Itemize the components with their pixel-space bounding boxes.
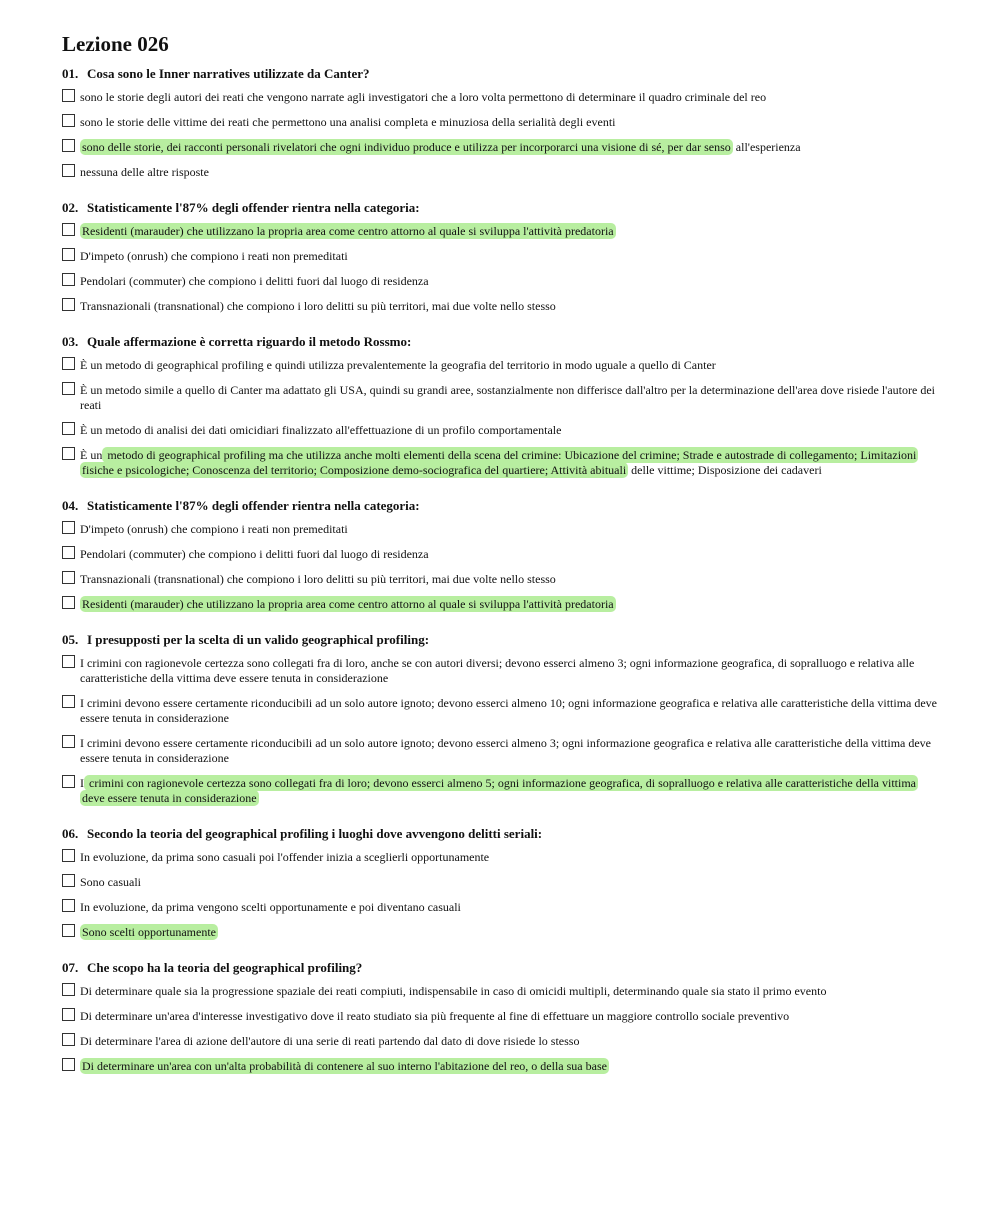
question-block [62, 66, 940, 180]
answer-text: Sono casuali [80, 875, 141, 889]
answer-checkbox[interactable] [62, 775, 75, 788]
answer-text: sono le storie delle vittime dei reati che permettono una analisi completa e minuziosa della serialità degli eventi [80, 115, 616, 129]
question-label: Cosa sono le Inner narratives utilizzate da Canter? [87, 66, 370, 81]
answer-option [62, 547, 940, 562]
answer-option [62, 875, 940, 890]
correct-answer-highlight: Residenti (marauder) che utilizzano la propria area come centro attorno al quale si sviluppa l'attività predatoria [82, 597, 614, 611]
question-text [62, 66, 940, 82]
answer-option [62, 90, 940, 105]
answer-checkbox[interactable] [62, 357, 75, 370]
answer-text: Di determinare l'area di azione dell'autore di una serie di reati partendo dal dato di dove risiede lo stesso [80, 1034, 580, 1048]
question-number: 06. [62, 826, 79, 841]
answer-checkbox[interactable] [62, 521, 75, 534]
answer-option [62, 900, 940, 915]
question-block [62, 632, 940, 806]
answer-text: Di determinare quale sia la progressione spaziale dei reati compiuti, indispensabile in caso di omicidi multipli, determinando quale sia stato il primo evento [80, 984, 827, 998]
question-label: Quale affermazione è corretta riguardo il metodo Rossmo: [87, 334, 412, 349]
answer-option [62, 984, 940, 999]
answer-text: delle vittime; Disposizione dei cadaveri [628, 463, 822, 477]
answer-text: I crimini con ragionevole certezza sono collegati fra di loro, anche se con autori diversi; devono esserci almeno 3; ogni informazione geografica, di sopralluogo e relativa alle caratteristiche della vittima deve essere tenuta in considerazione [80, 656, 915, 685]
answer-text: Transnazionali (transnational) che compiono i loro delitti su più territori, mai due volte nello stesso [80, 299, 556, 313]
answer-option [62, 115, 940, 130]
answer-option [62, 597, 940, 612]
correct-answer-highlight: Sono scelti opportunamente [82, 925, 216, 939]
question-text [62, 826, 940, 842]
question-number: 01. [62, 66, 79, 81]
answer-text: È un metodo di geographical profiling e quindi utilizza prevalentemente la geografia del territorio in modo uguale a quello di Canter [80, 358, 716, 372]
question-label: I presupposti per la scelta di un valido geographical profiling: [87, 632, 430, 647]
correct-answer-highlight: Di determinare un'area con un'alta probabilità di contenere al suo interno l'abitazione del reo, o della sua base [82, 1059, 607, 1073]
correct-answer-highlight: crimini con ragionevole certezza sono collegati fra di loro; devono esserci almeno 5; ogni informazione geografica, di sopralluogo e relativa alle caratteristiche della vittima deve essere tenuta in considerazione [82, 776, 917, 805]
question-label: Statisticamente l'87% degli offender rientra nella categoria: [87, 498, 420, 513]
question-number: 04. [62, 498, 79, 513]
question-block [62, 334, 940, 478]
answer-option [62, 925, 940, 940]
answer-option [62, 224, 940, 239]
answer-option [62, 249, 940, 264]
answer-checkbox[interactable] [62, 1058, 75, 1071]
answer-option [62, 423, 940, 438]
answer-option [62, 850, 940, 865]
answer-option [62, 656, 940, 686]
answer-text: D'impeto (onrush) che compiono i reati non premeditati [80, 522, 348, 536]
answer-option [62, 1009, 940, 1024]
question-block [62, 960, 940, 1074]
answer-checkbox[interactable] [62, 447, 75, 460]
answer-checkbox[interactable] [62, 596, 75, 609]
answer-option [62, 776, 940, 806]
question-number: 07. [62, 960, 79, 975]
answer-option [62, 274, 940, 289]
answer-option [62, 299, 940, 314]
question-block [62, 498, 940, 612]
answer-text: Di determinare un'area d'interesse investigativo dove il reato studiato sia più frequente al fine di effettuare un maggiore controllo sociale preventivo [80, 1009, 790, 1023]
question-number: 05. [62, 632, 79, 647]
question-text [62, 334, 940, 350]
question-label: Statisticamente l'87% degli offender rientra nella categoria: [87, 200, 420, 215]
answer-text: nessuna delle altre risposte [80, 165, 209, 179]
answer-text: È un metodo di analisi dei dati omicidiari finalizzato all'effettuazione di un profilo comportamentale [80, 423, 562, 437]
correct-answer-highlight: Residenti (marauder) che utilizzano la propria area come centro attorno al quale si sviluppa l'attività predatoria [82, 224, 614, 238]
answer-option [62, 140, 940, 155]
answer-option [62, 1034, 940, 1049]
question-text [62, 632, 940, 648]
answer-checkbox[interactable] [62, 735, 75, 748]
answer-checkbox[interactable] [62, 571, 75, 584]
answer-checkbox[interactable] [62, 983, 75, 996]
answer-checkbox[interactable] [62, 114, 75, 127]
question-block [62, 826, 940, 940]
answer-checkbox[interactable] [62, 298, 75, 311]
answer-checkbox[interactable] [62, 139, 75, 152]
answer-option [62, 572, 940, 587]
answer-text: I [80, 776, 84, 790]
answer-text: È un metodo simile a quello di Canter ma adattato gli USA, quindi su grandi aree, sostanzialmente non differisce dall'altro per la determinazione dell'area dove risiede l'autore dei reati [80, 383, 935, 412]
answer-text: In evoluzione, da prima vengono scelti opportunamente e poi diventano casuali [80, 900, 461, 914]
answer-option [62, 165, 940, 180]
question-block [62, 200, 940, 314]
answer-checkbox[interactable] [62, 655, 75, 668]
question-label: Secondo la teoria del geographical profiling i luoghi dove avvengono delitti seriali: [87, 826, 543, 841]
question-number: 02. [62, 200, 79, 215]
correct-answer-highlight: metodo di geographical profiling ma che utilizza anche molti elementi della scena del crimine: Ubicazione del crimine; Strade e autostrade di collegamento; Limitazioni fisiche e psicologiche; Conoscenza del territorio; Composizione demo-sociografica del quartiere; Attività abituali [82, 448, 917, 477]
question-list [62, 66, 940, 1074]
answer-checkbox[interactable] [62, 695, 75, 708]
answer-text: sono le storie degli autori dei reati che vengono narrate agli investigatori che a loro volta permettono di determinare il quadro criminale del reo [80, 90, 767, 104]
answer-checkbox[interactable] [62, 89, 75, 102]
answer-text: Pendolari (commuter) che compiono i delitti fuori dal luogo di residenza [80, 274, 429, 288]
answer-checkbox[interactable] [62, 1008, 75, 1021]
answer-option [62, 358, 940, 373]
answer-checkbox[interactable] [62, 849, 75, 862]
answer-checkbox[interactable] [62, 223, 75, 236]
answer-text: È un [80, 448, 103, 462]
answer-checkbox[interactable] [62, 273, 75, 286]
answer-text: all'esperienza [732, 140, 801, 154]
question-number: 03. [62, 334, 79, 349]
answer-checkbox[interactable] [62, 899, 75, 912]
answer-text: D'impeto (onrush) che compiono i reati non premeditati [80, 249, 348, 263]
answer-text: In evoluzione, da prima sono casuali poi l'offender inizia a sceglierli opportunamente [80, 850, 490, 864]
answer-checkbox[interactable] [62, 164, 75, 177]
answer-text: I crimini devono essere certamente riconducibili ad un solo autore ignoto; devono esserci almeno 3; ogni informazione geografica e relativa alle caratteristiche della vittima deve essere tenuta in considerazione [80, 736, 932, 765]
answer-text: Pendolari (commuter) che compiono i delitti fuori dal luogo di residenza [80, 547, 429, 561]
answer-checkbox[interactable] [62, 546, 75, 559]
answer-option [62, 696, 940, 726]
answer-checkbox[interactable] [62, 382, 75, 395]
correct-answer-highlight: sono delle storie, dei racconti personali rivelatori che ogni individuo produce e utilizza per incorporarci una visione di sé, per dar senso [82, 140, 731, 154]
question-text [62, 498, 940, 514]
answer-text: Transnazionali (transnational) che compiono i loro delitti su più territori, mai due volte nello stesso [80, 572, 556, 586]
answer-option [62, 448, 940, 478]
answer-option [62, 1059, 940, 1074]
answer-option [62, 383, 940, 413]
answer-option [62, 522, 940, 537]
answer-checkbox[interactable] [62, 248, 75, 261]
answer-text: I crimini devono essere certamente riconducibili ad un solo autore ignoto; devono esserci almeno 10; ogni informazione geografica e relativa alle caratteristiche della vittima deve essere tenuta in considerazione [80, 696, 938, 725]
answer-checkbox[interactable] [62, 422, 75, 435]
page-title: Lezione 026 [62, 32, 169, 56]
question-text [62, 960, 940, 976]
question-label: Che scopo ha la teoria del geographical profiling? [87, 960, 363, 975]
answer-option [62, 736, 940, 766]
answer-checkbox[interactable] [62, 1033, 75, 1046]
question-text [62, 200, 940, 216]
answer-checkbox[interactable] [62, 924, 75, 937]
answer-checkbox[interactable] [62, 874, 75, 887]
